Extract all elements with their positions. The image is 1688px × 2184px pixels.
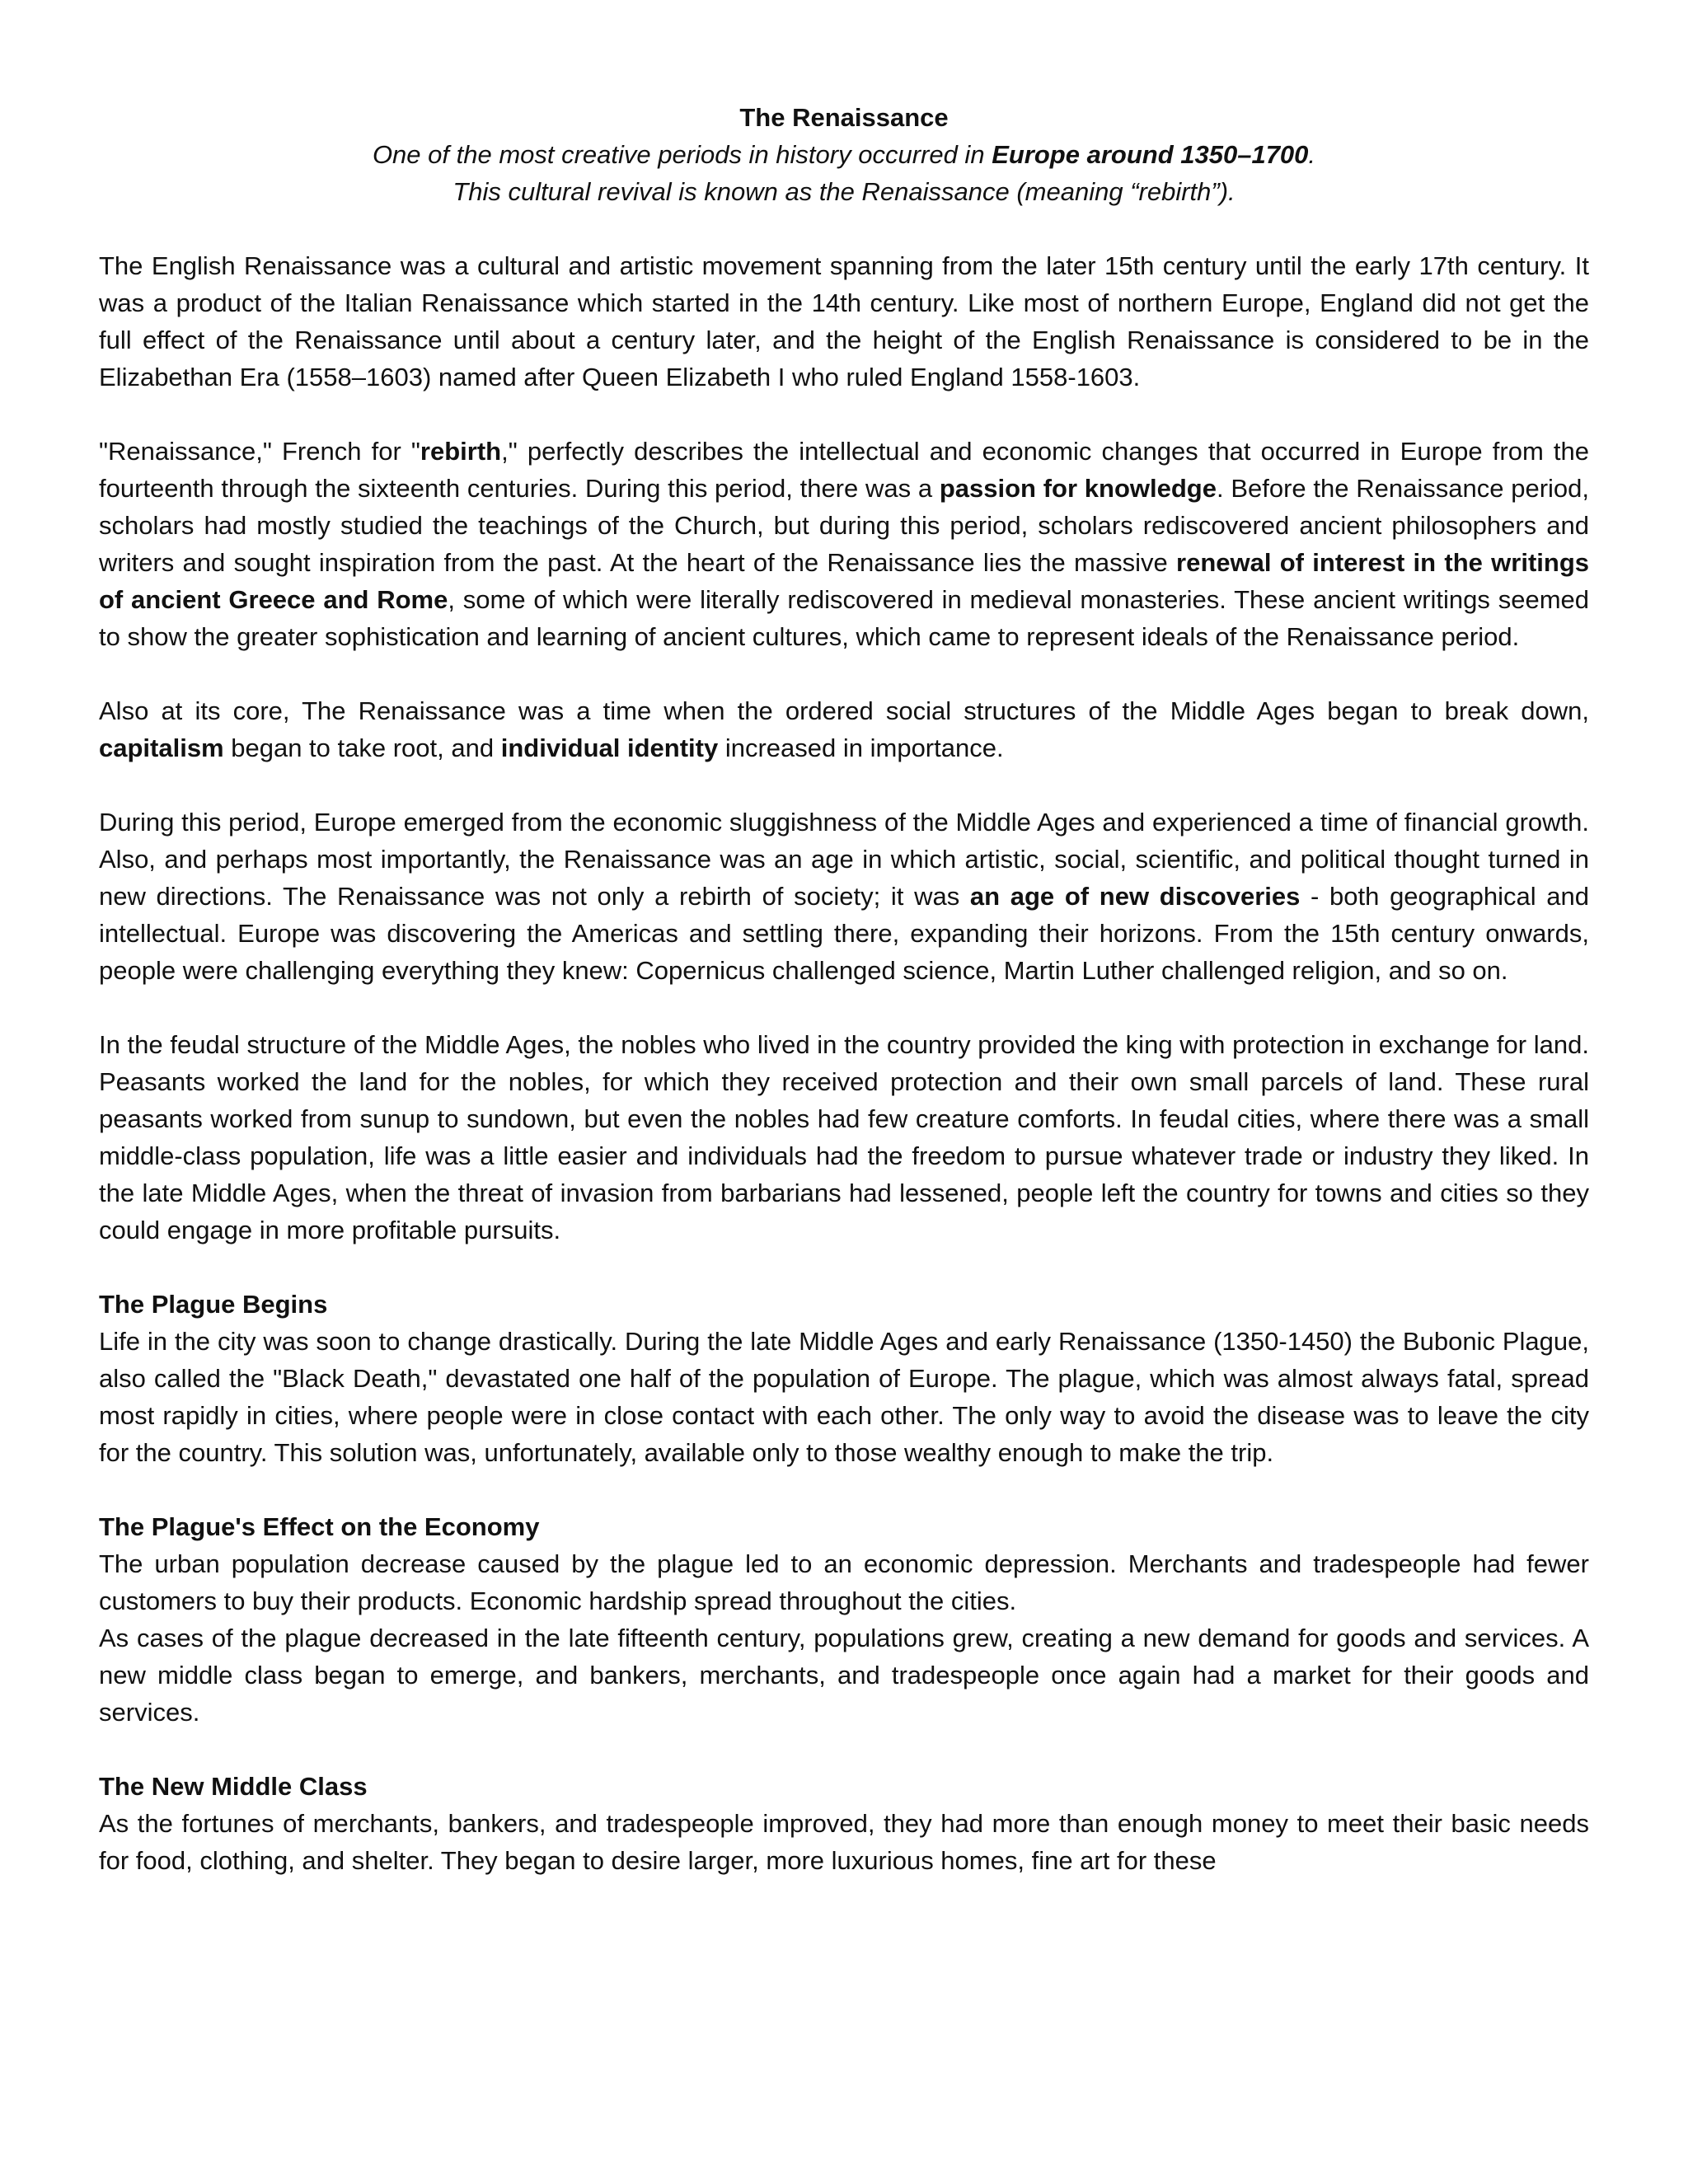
text-span: During this period, Europe emerged from the economic sluggishness of the Middle Ages and experienced a time of financial growth. Also, and perhaps most importantly, the Renaissance was an age in which artistic, social, scientific, and political thought turned in new directions. The Renaissance was not only a rebirth of society; it was: [99, 808, 1589, 911]
section-body: The urban population decrease caused by the plague led to an economic depression. Merchants and tradespeople had fewer customers to buy their products. Economic hardship spread throughout the cities.: [99, 1549, 1589, 1615]
text-span: . Before the Renaissance period, scholars had mostly studied the teachings of the Church, but during this period, scholars rediscovered ancient philosophers and writers and sought inspiration from the past. At the heart of the Renaissance lies the massive: [99, 474, 1589, 577]
text-span: , some of which were literally rediscovered in medieval monasteries. These ancient writings seemed to show the greater sophistication and learning of ancient cultures, which came to represent ideals of the Renaissance period.: [99, 585, 1589, 651]
section-heading: The Plague Begins: [99, 1290, 328, 1319]
subtitle-date-range: Europe around 1350–1700: [992, 140, 1309, 169]
section-new-middle-class: [99, 1768, 1589, 1879]
bold-term-capitalism: capitalism: [99, 733, 224, 762]
text-span: began to take root, and: [223, 733, 501, 762]
text-span: "Renaissance," French for ": [99, 437, 420, 466]
document-title: The Renaissance: [739, 103, 949, 132]
paragraph-growth: [99, 804, 1589, 989]
text-span: increased in importance.: [718, 733, 1004, 762]
bold-term-renewal-of-interest: renewal of interest in the writings of ancient Greece and Rome: [99, 548, 1590, 614]
section-heading: The New Middle Class: [99, 1772, 368, 1801]
section-body: Life in the city was soon to change drastically. During the late Middle Ages and early Renaissance (1350-1450) the Bubonic Plague, also called the "Black Death," devastated one half of the population of Europe. The plague, which was almost always fatal, spread most rapidly in cities, where people were in close contact with each other. The only way to avoid the disease was to leave the city for the country. This solution was, unfortunately, available only to those wealthy enough to make the trip.: [99, 1327, 1589, 1467]
text-span: Also at its core, The Renaissance was a time when the ordered social structures of the Middle Ages began to break down,: [99, 696, 1589, 725]
section-body: As the fortunes of merchants, bankers, and tradespeople improved, they had more than enough money to meet their basic needs for food, clothing, and shelter. They began to desire larger, more luxurious homes, fine art for these: [99, 1809, 1589, 1875]
section-plague-begins: [99, 1286, 1589, 1471]
paragraph-feudal: In the feudal structure of the Middle Ages, the nobles who lived in the country provided the king with protection in exchange for land. Peasants worked the land for the nobles, for which they received protection and their own small parcels of land. These rural peasants worked from sunup to sundown, but even the nobles had few creature comforts. In feudal cities, where there was a small middle-class population, life was a little easier and individuals had the freedom to pursue whatever trade or industry they liked. In the late Middle Ages, when the threat of invasion from barbarians had lessened, people left the country for towns and cities so they could engage in more profitable pursuits.: [99, 1030, 1589, 1244]
subtitle-line-1-end: .: [1308, 140, 1316, 169]
paragraph-rebirth: [99, 433, 1589, 655]
bold-term-rebirth: rebirth: [420, 437, 502, 466]
paragraph-english-renaissance: The English Renaissance was a cultural and artistic movement spanning from the later 15th century until the early 17th century. It was a product of the Italian Renaissance which started in the 14th century. Like most of northern Europe, England did not get the full effect of the Renaissance until about a century later, and the height of the English Renaissance is considered to be in the Elizabethan Era (1558–1603) named after Queen Elizabeth I who ruled England 1558-1603.: [99, 251, 1589, 391]
document-page: [99, 99, 1589, 1879]
paragraph-core: [99, 692, 1589, 766]
bold-term-passion-for-knowledge: passion for knowledge: [939, 474, 1217, 503]
bold-term-age-of-new-discoveries: an age of new discoveries: [969, 882, 1301, 911]
bold-term-individual-identity: individual identity: [500, 733, 719, 762]
text-span: ," perfectly describes the intellectual and economic changes that occurred in Europe from the fourteenth through the sixteenth centuries. During this period, there was a: [99, 437, 1590, 503]
subtitle-line-2: This cultural revival is known as the Renaissance (meaning “rebirth”).: [452, 177, 1236, 206]
section-heading: The Plague's Effect on the Economy: [99, 1512, 540, 1541]
subtitle-line-1: [99, 136, 1589, 173]
title-block: [99, 99, 1589, 210]
section-body: As cases of the plague decreased in the late fifteenth century, populations grew, creating a new demand for goods and services. A new middle class began to emerge, and bankers, merchants, and tradespeople once again had a market for their goods and services.: [99, 1624, 1589, 1727]
subtitle-line-1-text: One of the most creative periods in history occurred in: [372, 140, 992, 169]
text-span: - both geographical and intellectual. Europe was discovering the Americas and settling there, expanding their horizons. From the 15th century onwards, people were challenging everything they knew: Copernicus challenged science, Martin Luther challenged religion, and so on.: [99, 882, 1589, 985]
section-plague-economy: [99, 1508, 1589, 1731]
